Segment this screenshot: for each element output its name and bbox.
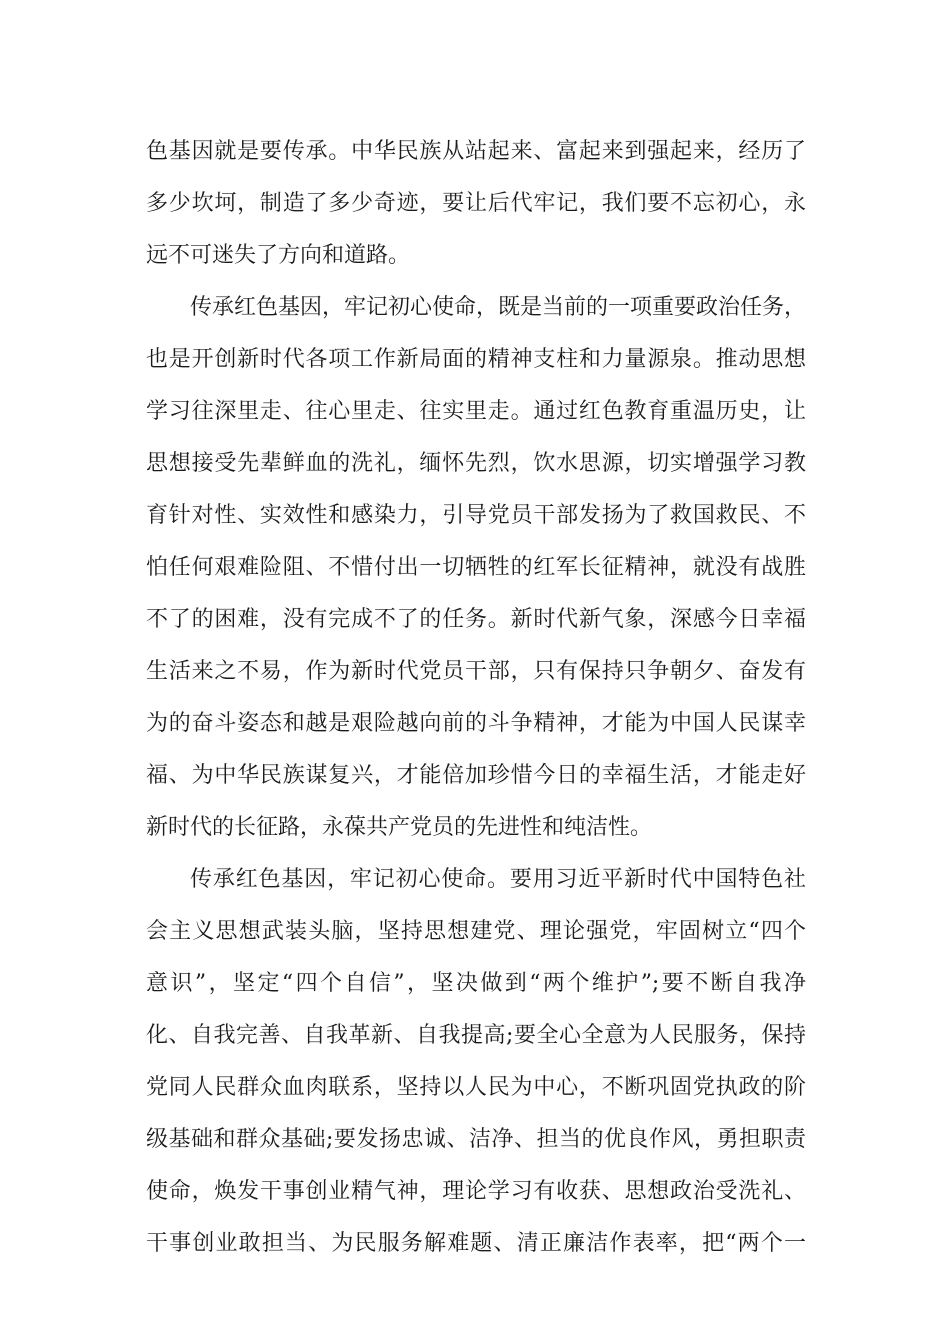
text-line: 也是开创新时代各项工作新局面的精神支柱和力量源泉。推动思想 [146,347,806,372]
text-line: 意识”，坚定“四个自信”，坚决做到“两个维护”;要不断自我净 [146,971,806,996]
text-line: 新时代的长征路，永葆共产党员的先进性和纯洁性。 [146,815,653,840]
text-line: 不了的困难，没有完成不了的任务。新时代新气象，深感今日幸福 [146,607,806,632]
text-line: 色基因就是要传承。中华民族从站起来、富起来到强起来，经历了 [146,139,806,164]
text-line: 远不可迷失了方向和道路。 [146,243,411,268]
text-line: 干事创业敢担当、为民服务解难题、清正廉洁作表率，把“两个一 [146,1231,806,1256]
text-line: 为的奋斗姿态和越是艰险越向前的斗争精神，才能为中国人民谋幸 [146,711,806,736]
text-line: 党同人民群众血肉联系，坚持以人民为中心，不断巩固党执政的阶 [146,1075,806,1100]
text-line: 思想接受先辈鲜血的洗礼，缅怀先烈，饮水思源，切实增强学习教 [146,451,806,476]
text-line: 学习往深里走、往心里走、往实里走。通过红色教育重温历史，让 [146,399,806,424]
text-line: 多少坎坷，制造了多少奇迹，要让后代牢记，我们要不忘初心，永 [146,191,806,216]
text-line: 级基础和群众基础;要发扬忠诚、洁净、担当的优良作风，勇担职责 [146,1127,806,1152]
text-line: 化、自我完善、自我革新、自我提高;要全心全意为人民服务，保持 [146,1023,806,1048]
text-line: 育针对性、实效性和感染力，引导党员干部发扬为了救国救民、不 [146,503,806,528]
text-line: 怕任何艰难险阻、不惜付出一切牺牲的红军长征精神，就没有战胜 [146,555,806,580]
text-line: 会主义思想武装头脑，坚持思想建党、理论强党，牢固树立“四个 [146,919,806,944]
text-line: 生活来之不易，作为新时代党员干部，只有保持只争朝夕、奋发有 [146,659,806,684]
paragraph-first-line: 传承红色基因，牢记初心使命。要用习近平新时代中国特色社 [190,867,806,892]
text-line: 使命，焕发干事创业精气神，理论学习有收获、思想政治受洗礼、 [146,1179,806,1204]
paragraph-first-line: 传承红色基因，牢记初心使命，既是当前的一项重要政治任务， [190,295,807,320]
text-line: 福、为中华民族谋复兴，才能倍加珍惜今日的幸福生活，才能走好 [146,763,806,788]
